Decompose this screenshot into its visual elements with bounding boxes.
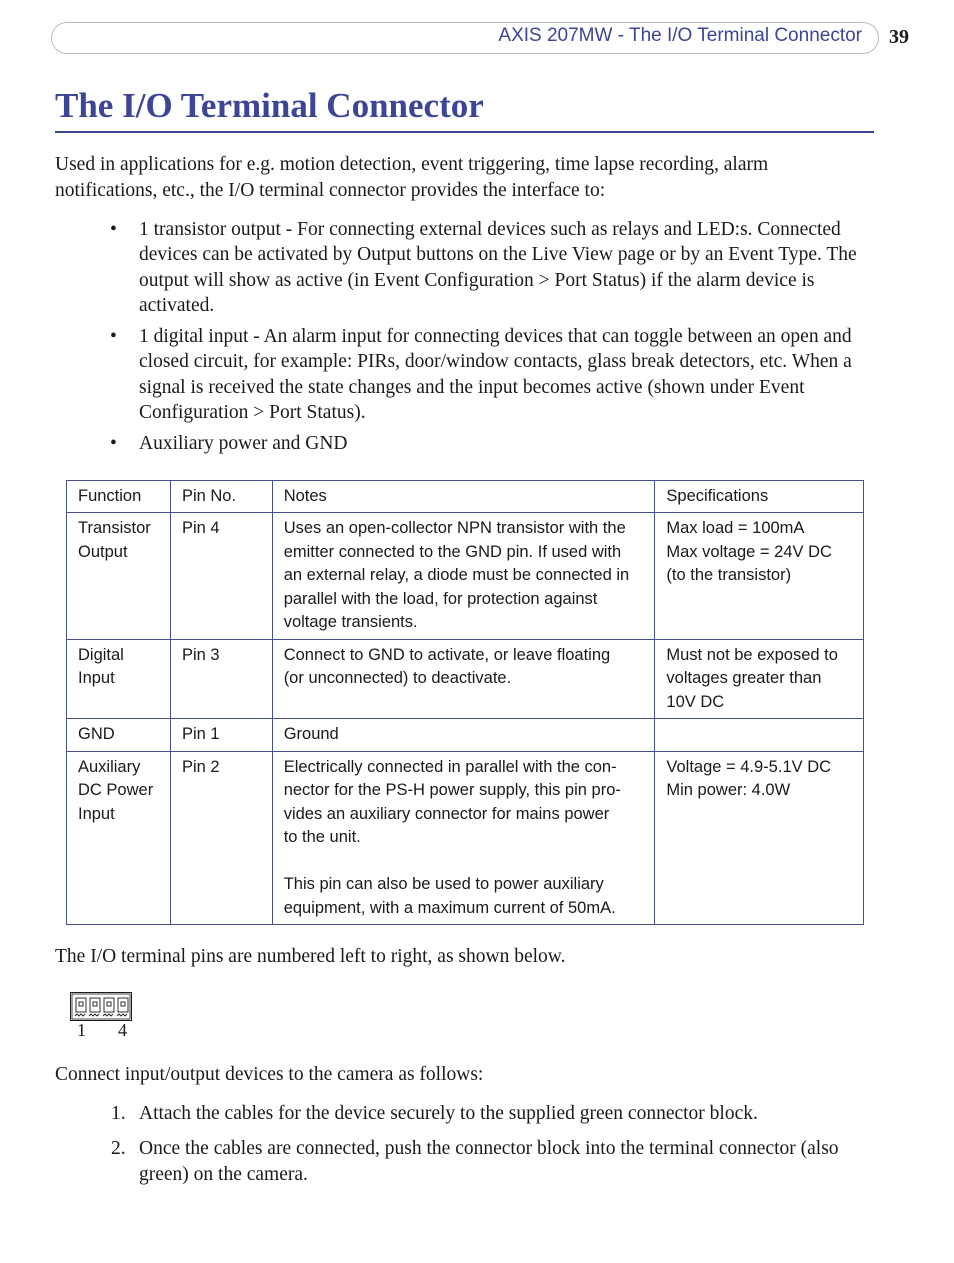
notes-cell-line: voltage transients. xyxy=(283,613,418,631)
bullet-icon: • xyxy=(110,433,117,455)
page-number: 39 xyxy=(889,26,909,48)
intro-paragraph: Used in applications for e.g. motion detection, event triggering, time lapse recording, alarm notifications, etc., the I/O terminal connector provides the interface to: xyxy=(55,154,769,201)
specifications-cell xyxy=(655,513,864,640)
specifications-cell-line: Must not be exposed to xyxy=(666,645,838,664)
paragraph-gap xyxy=(284,850,644,874)
bullet-item xyxy=(108,217,878,318)
running-header-title: AXIS 207MW - The I/O Terminal Connector xyxy=(498,25,862,46)
notes-cell-line: Uses an open-collector NPN transistor with the xyxy=(283,519,626,537)
column-header-pin: Pin No. xyxy=(170,481,272,513)
function-cell-line: Transistor xyxy=(78,519,151,537)
specifications-cell xyxy=(655,639,864,719)
table-row xyxy=(67,751,864,925)
function-cell-line: Input xyxy=(78,669,115,687)
specifications-cell-line: Min power: 4.0W xyxy=(666,781,791,799)
notes-cell-line: nector for the PS-H power supply, this pin pro- xyxy=(283,781,621,799)
notes-cell xyxy=(272,719,655,752)
column-header-specifications: Specifications xyxy=(655,481,864,513)
step-item xyxy=(108,1101,878,1126)
notes-cell-line: equipment, with a maximum current of 50mA. xyxy=(283,898,616,917)
specifications-cell-line: 10V DC xyxy=(666,692,725,711)
table-header-row xyxy=(67,481,864,513)
function-cell xyxy=(67,751,171,925)
specifications-cell-line: Max load = 100mA xyxy=(666,519,805,537)
pins-caption: The I/O terminal pins are numbered left to right, as shown below. xyxy=(55,946,566,967)
io-pin-table xyxy=(66,480,864,925)
terminal-connector-diagram xyxy=(70,992,134,1040)
specifications-cell xyxy=(655,751,864,925)
pin-cell: Pin 2 xyxy=(170,751,272,925)
column-header-notes: Notes xyxy=(272,481,655,513)
step-number: 1. xyxy=(111,1103,126,1124)
notes-cell-line: Connect to GND to activate, or leave floating xyxy=(283,645,611,664)
notes-cell-line: emitter connected to the GND pin. If used with xyxy=(283,542,622,561)
bullet-text: 1 transistor output - For connecting external devices such as relays and LED:s. Connected devices can be activated by Output buttons on the Live View page or by an Event Type. The output will show as active (in Event Configuration > Port Status) if the alarm device is activated. xyxy=(139,219,857,316)
function-cell-line: Input xyxy=(78,804,115,823)
pin-label-last: 4 xyxy=(118,1020,127,1040)
function-cell-line: Output xyxy=(78,542,128,561)
specifications-cell-line: Max voltage = 24V DC xyxy=(666,542,832,561)
bullet-item xyxy=(108,431,878,456)
notes-cell xyxy=(272,639,655,719)
notes-cell-line: parallel with the load, for protection against xyxy=(283,589,598,608)
step-text: Attach the cables for the device securely to the supplied green connector block. xyxy=(139,1103,758,1124)
table-row xyxy=(67,513,864,640)
column-header-function: Function xyxy=(67,481,171,513)
function-cell-line: Digital xyxy=(78,645,124,664)
pin-cell: Pin 1 xyxy=(170,719,272,752)
title-underline xyxy=(55,131,874,133)
connect-intro: Connect input/output devices to the camera as follows: xyxy=(55,1064,484,1085)
bullet-text: Auxiliary power and GND xyxy=(139,433,348,455)
terminal-block-icon xyxy=(70,992,134,1022)
step-number: 2. xyxy=(111,1138,126,1160)
table-row xyxy=(67,719,864,752)
pin-label-first: 1 xyxy=(77,1020,86,1040)
notes-cell xyxy=(272,751,655,925)
notes-cell-line: an external relay, a diode must be connected in xyxy=(283,566,630,584)
notes-cell-line: to the unit. xyxy=(283,828,361,846)
notes-cell-line: vides an auxiliary connector for mains power xyxy=(283,804,610,823)
bullet-icon: • xyxy=(110,219,117,240)
function-cell xyxy=(67,513,171,640)
feature-bullet-list xyxy=(108,217,878,457)
function-cell-line: Auxiliary xyxy=(78,757,141,776)
bullet-item xyxy=(108,324,878,425)
specifications-cell xyxy=(655,719,864,752)
function-cell xyxy=(67,719,171,752)
notes-cell-line: Ground xyxy=(283,725,339,743)
step-text: Once the cables are connected, push the connector block into the terminal connector (also green) on the camera. xyxy=(139,1138,839,1185)
notes-cell-line: Electrically connected in parallel with the con- xyxy=(283,757,617,776)
pin-cell: Pin 4 xyxy=(170,513,272,640)
specifications-cell-line: Voltage = 4.9-5.1V DC xyxy=(666,757,832,776)
bullet-icon: • xyxy=(110,326,117,348)
specifications-cell-line: voltages greater than xyxy=(666,669,822,687)
notes-cell-line: (or unconnected) to deactivate. xyxy=(283,669,512,687)
table-row xyxy=(67,639,864,719)
step-item xyxy=(108,1136,878,1187)
bullet-text: 1 digital input - An alarm input for connecting devices that can toggle between an open and closed circuit, for example: PIRs, door/window contacts, glass break detectors, etc. When a signal is received the state changes and the input becomes active (shown under Event Configuration > Port Status). xyxy=(139,326,852,424)
connection-steps-list xyxy=(108,1101,878,1187)
notes-cell-line: This pin can also be used to power auxiliary xyxy=(283,875,604,893)
pin-cell: Pin 3 xyxy=(170,639,272,719)
notes-cell xyxy=(272,513,655,640)
page-title: The I/O Terminal Connector xyxy=(55,86,484,125)
specifications-cell-line: (to the transistor) xyxy=(666,566,792,584)
function-cell-line: DC Power xyxy=(78,781,154,799)
function-cell-line: GND xyxy=(78,725,115,743)
function-cell xyxy=(67,639,171,719)
